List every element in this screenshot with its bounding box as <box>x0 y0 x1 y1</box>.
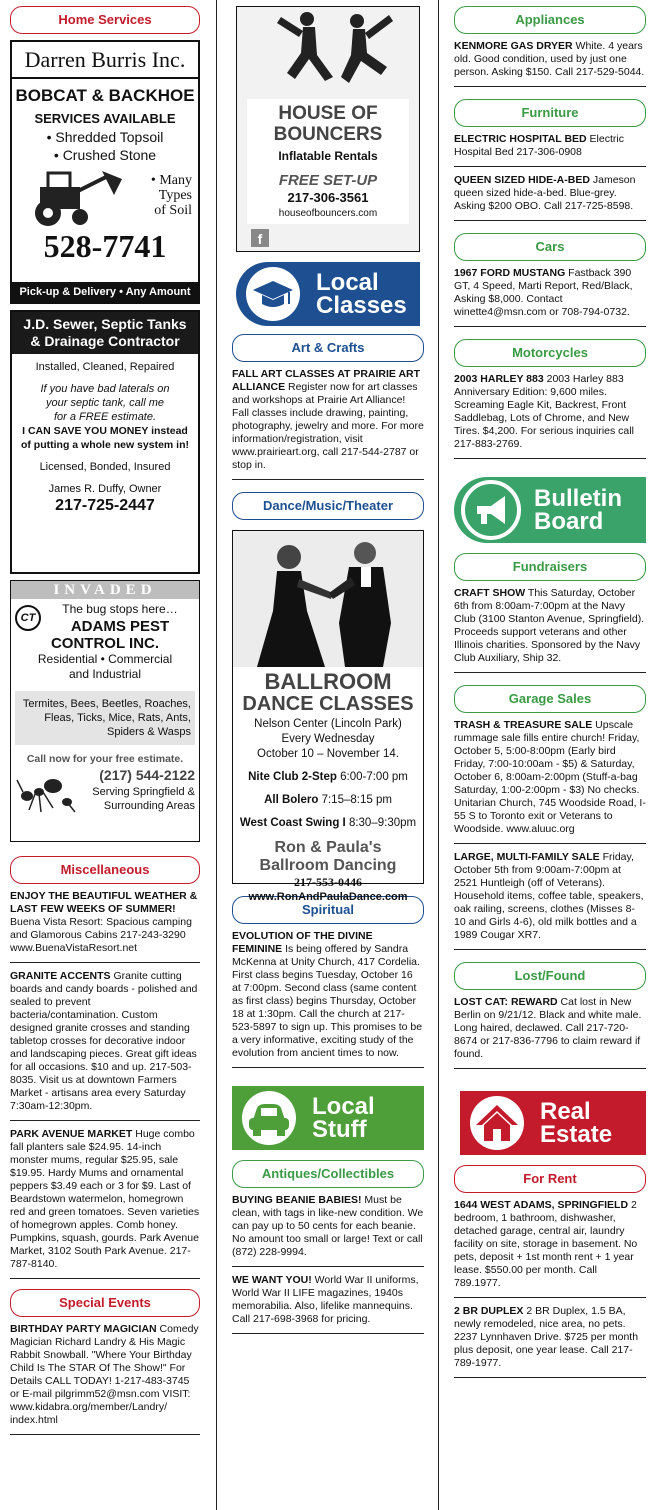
listing <box>454 996 646 1069</box>
listing <box>10 1323 200 1435</box>
car-icon <box>239 1090 299 1146</box>
sewer-line: your septic tank, call me <box>46 397 164 409</box>
column-1 <box>10 6 200 1442</box>
section-appliances: Appliances <box>454 6 646 34</box>
ballroom-brand: Ballroom Dancing <box>259 856 397 874</box>
listing <box>232 930 424 1068</box>
burris-name: Darren Burris Inc. <box>12 42 198 79</box>
listing-head: LOST CAT: REWARD <box>454 996 558 1008</box>
listing-body: Cat lost in New Berlin on 9/21/12. Black and white male. Long haired, declawed. Call 217-720-8674 or 217-836-7796 to claim reward if found. <box>454 996 642 1060</box>
listing-body: Must be clean, with tags in like-new condition. We can pay up to 50 cents for each beanie. No amount too small or large! Text or call (872) 228-9994. <box>232 1194 424 1258</box>
ballroom-title: DANCE CLASSES <box>242 693 414 715</box>
pest-sub: Residential • Commercial <box>37 651 173 666</box>
listing-head: ENJOY THE BEAUTIFUL WEATHER & LAST FEW WEEKS OF SUMMER! <box>10 890 198 915</box>
listing-body: Electric Hospital Bed 217-306-0908 <box>454 133 624 158</box>
class-time: 8:30–9:30pm <box>345 816 417 829</box>
listing-head: 2003 HARLEY 883 <box>454 373 544 385</box>
listing <box>454 1305 646 1378</box>
burris-heading: SERVICES AVAILABLE <box>34 110 176 126</box>
sewer-line: I CAN SAVE YOU MONEY instead <box>22 425 188 437</box>
pest-ad <box>10 580 200 842</box>
sewer-line: for a FREE estimate. <box>53 411 157 423</box>
banner-text: Stuff <box>312 1116 367 1143</box>
class-time: 6:00-7:00 pm <box>336 770 408 783</box>
pest-sub: and Industrial <box>68 667 142 682</box>
listing <box>454 133 646 167</box>
listing-head: LARGE, MULTI-FAMILY SALE <box>454 851 600 863</box>
section-miscellaneous: Miscellaneous <box>10 856 200 884</box>
listing <box>10 890 200 963</box>
pest-name: ADAMS PEST <box>70 617 170 635</box>
listing-body: Upscale rummage sale fills entire church! Friday, October 5, 5:00-8:00pm (Early bird Friday, 7:00-10:00am - $5) & Saturday, October 6, 8:00am-2:00pm (Stuff-a-bag Saturday, 1:00-2:00pm - $3) No checks. Unitarian Church, 745 Woodside Road, I-55 S to Toronto exit or Veterans to Woodside. www.aluuc.org <box>454 719 646 835</box>
bouncers-phone: 217-306-3561 <box>287 190 369 206</box>
sewer-title: & Drainage Contractor <box>30 333 180 349</box>
pest-serving: Serving Springfield & <box>92 785 195 798</box>
pest-name: CONTROL INC. <box>50 634 160 652</box>
listing <box>10 1128 200 1279</box>
ballroom-ad <box>232 530 424 904</box>
listing-head: 1644 WEST ADAMS, SPRINGFIELD <box>454 1199 629 1211</box>
class-name: All Bolero <box>264 793 319 806</box>
section-spiritual: Spiritual <box>232 896 424 924</box>
facebook-icon: f <box>251 229 269 247</box>
listing-head: BUYING BEANIE BABIES! <box>232 1194 362 1206</box>
section-special-events: Special Events <box>10 1289 200 1317</box>
listing-body: Fastback 390 GT, 4 Speed, Marti Report, Red/Black, Asking $8,000. Contact winette4@msn.com or 708-794-0732. <box>454 267 633 318</box>
listing-head: PARK AVENUE MARKET <box>10 1128 133 1140</box>
section-home-services: Home Services <box>10 6 200 34</box>
class-name: West Coast Swing I <box>239 816 346 829</box>
listing-head: GRANITE ACCENTS <box>10 970 111 982</box>
sewer-phone: 217-725-2447 <box>55 497 155 514</box>
dancing-couple-photo <box>233 531 423 667</box>
pest-bugs: Termites, Bees, Beetles, Roaches, Fleas, Ticks, Mice, Rats, Ants, Spiders & Wasps <box>15 691 195 745</box>
banner-text: Real <box>540 1098 591 1125</box>
listing-body: 2003 Harley 883 Anniversary Edition: 9,600 miles. Screaming Eagle Kit, Backrest, Front Saddlebag, Lots of Chrome, and New Tires. $4,200. For serious inquiries call 217-883-2769. <box>454 373 634 450</box>
listing-body: 2 BR Duplex, 1.5 BA, newly remodeled, nice area, no pets. 2237 Lynnhaven Drive. $725 per month plus deposit, one year lease. Call 217-789-1977. <box>454 1305 639 1369</box>
ballroom-title: BALLROOM <box>264 669 392 694</box>
section-antiques: Antiques/Collectibles <box>232 1160 424 1188</box>
ballroom-dates: October 10 – November 14. <box>257 747 399 760</box>
pest-phone: (217) 544-2122 <box>99 767 195 784</box>
banner-text: Classes <box>316 292 407 319</box>
ballroom-web: www.RonAndPaulaDance.com <box>248 891 408 904</box>
listing <box>232 1194 424 1267</box>
pest-call: Call now for your free estimate. <box>26 752 184 765</box>
pest-tag: The bug stops here… <box>62 602 178 616</box>
sewer-line: If you have bad laterals on <box>40 383 170 395</box>
jumping-people-icon <box>237 7 419 99</box>
listing-head: FALL ART CLASSES AT PRAIRIE ART ALLIANCE <box>232 368 421 393</box>
local-stuff-banner <box>232 1086 424 1150</box>
listing <box>232 1274 424 1334</box>
pest-logo: CT <box>15 605 41 631</box>
pest-serving: Surrounding Areas <box>103 799 195 812</box>
sewer-line: of putting a whole new system in! <box>20 439 189 451</box>
listing-body: Comedy Magician Richard Landry & His Magic Rabbit Snowball. "Where Your Birthday Child Is The STAR Of The Show!" For Details CALL TODAY! 1-217-483-3745 or E-mail pilgrimm52@msn.com VISIT: www.kidabra.org/member/Landry/ index.html <box>10 1323 199 1426</box>
listing <box>232 368 424 480</box>
listing-body: This Saturday, October 6th from 8:00am-7:00pm at the Navy Club (3100 Stanton Avenue, Springfield). Proceeds support veterans and other Illinois charities. Sponsored by the Navy Club Auxiliary, Ship 32. <box>454 587 645 664</box>
burris-soil: of Soil <box>154 203 192 219</box>
house-icon <box>468 1095 526 1151</box>
listing-body: 2 bedroom, 1 bathroom, dishwasher, detached garage, central air, laundry facility on site, storage in basement. No pets, deposit + 1st month rent + 1 year lease. $550.00 per month. Call 789.1977. <box>454 1199 638 1289</box>
banner-text: Local <box>312 1093 375 1120</box>
listing-body: Register now for art classes and workshops at Prairie Art Alliance! Fall classes include drawing, painting, photography, jewelry and more. For more information/registration, visit www.prairieart.org, call 217-544-2787 or stop in. <box>232 381 424 471</box>
burris-footer: Pick-up & Delivery • Any Amount <box>12 282 198 302</box>
megaphone-icon <box>461 480 521 540</box>
ballroom-phone: 217-553-0446 <box>294 874 362 889</box>
burris-many: • Many <box>150 173 192 189</box>
listing-head: EVOLUTION OF THE DIVINE FEMININE <box>232 930 373 955</box>
ballroom-loc: Nelson Center (Lincoln Park) <box>254 718 402 730</box>
listing-body: White. 4 years old. Good condition, used by just one person. Asking $150. Call 217-529-5044. <box>454 40 645 78</box>
section-dance-music-theater: Dance/Music/Theater <box>232 492 424 520</box>
listing-head: BIRTHDAY PARTY MAGICIAN <box>10 1323 157 1335</box>
listing-body: Buena Vista Resort: Spacious camping and Glamorous Cabins 217-243-3290 www.BuenaVistaResort.net <box>10 916 192 954</box>
burris-types: Types <box>158 188 192 204</box>
banner-text: Local <box>316 269 379 296</box>
listing-head: ELECTRIC HOSPITAL BED <box>454 133 587 145</box>
listing-head: 2 BR DUPLEX <box>454 1305 524 1317</box>
ant-icon <box>15 766 79 816</box>
local-classes-banner <box>236 262 420 326</box>
sewer-owner: James R. Duffy, Owner <box>48 483 162 495</box>
listing-body: Jameson queen sized hide-a-bed. Blue-grey. Asking $200 OBO. Call 217-725-8598. <box>454 174 636 212</box>
sewer-title: J.D. Sewer, Septic Tanks <box>23 316 187 332</box>
listing <box>10 970 200 1121</box>
bouncers-sub: Inflatable Rentals <box>278 149 378 163</box>
listing-head: WE WANT YOU! <box>232 1274 312 1286</box>
real-estate-banner <box>460 1091 646 1155</box>
section-cars: Cars <box>454 233 646 261</box>
listing-head: QUEEN SIZED HIDE-A-BED <box>454 174 590 186</box>
burris-phone: 528-7741 <box>43 227 167 264</box>
listing-head: 1967 FORD MUSTANG <box>454 267 566 279</box>
listing-body: Friday, October 5th from 9:00am-7:00pm at 2521 Huntleigh (off of Veterans). Household items, coffee table, speakers, oak railing, screens, clothes (Misses 8-10 and Girls 4-6), old milk bottles and a 1989 Cougar XR7. <box>454 851 644 941</box>
listing <box>454 267 646 327</box>
listing <box>454 851 646 950</box>
bouncers-name: HOUSE OF <box>278 103 378 124</box>
section-fundraisers: Fundraisers <box>454 553 646 581</box>
class-name: Nite Club 2-Step <box>248 770 337 783</box>
listing-body: Granite cutting boards and candy boards - polished and sealed to prevent bacteria/contamination. Custom designed granite crosses and standing tabletop crosses for decorative indoor and landscaping pieces. Great gift ideas for all occasions. $10 and up. 217-503-8035. Visit us at downtown Farmers Market - artisans area every Saturday 7:30am-12:30pm. <box>10 970 198 1112</box>
listing-head: CRAFT SHOW <box>454 587 526 599</box>
banner-text: Estate <box>540 1121 613 1148</box>
listing-body: Is being offered by Sandra McKenna at Unity Church, 417 Cordelia. First class begins Tuesday, October 16 at 7:00pm. Second class (same content as first class) begins Thursday, October 18 at 1:30pm. Call the church at 217-523-5897 to sign up. This promises to be a very informative, exciting study of the evolution from ancient times to now. <box>232 943 423 1059</box>
bouncers-ad <box>236 6 420 252</box>
ballroom-every: Every Wednesday <box>281 732 375 745</box>
bulletin-board-banner <box>454 477 646 543</box>
section-furniture: Furniture <box>454 99 646 127</box>
banner-text: Board <box>534 508 604 535</box>
sewer-line: Installed, Cleaned, Repaired <box>35 361 175 373</box>
burris-service: BOBCAT & BACKHOE <box>15 85 195 105</box>
section-art-crafts: Art & Crafts <box>232 334 424 362</box>
bouncers-web: houseofbouncers.com <box>278 207 378 219</box>
section-lost-found: Lost/Found <box>454 962 646 990</box>
burris-item: • Shredded Topsoil <box>46 128 164 145</box>
section-garage-sales: Garage Sales <box>454 685 646 713</box>
column-2 <box>232 6 424 1341</box>
banner-text: Bulletin <box>534 485 622 512</box>
sewer-ad <box>10 310 200 574</box>
burris-item: • Crushed Stone <box>53 146 157 163</box>
graduation-cap-icon <box>245 266 301 322</box>
section-for-rent: For Rent <box>454 1165 646 1193</box>
section-motorcycles: Motorcycles <box>454 339 646 367</box>
column-3 <box>454 6 646 1385</box>
listing <box>454 373 646 459</box>
class-time: 7:15–8:15 pm <box>318 793 392 806</box>
tractor-icon <box>18 165 126 227</box>
listing-body: Huge combo fall planters sale $24.95. 14-inch monster mums, regular $25.95, sale $19.95. Hardy Mums and ornamental peppers $3.49 each or 3 for $9. Last of Beardstown watermelon, homegrown red and green tomatoes. Seven varieties of homegrown apples. Comb honey. Pumpkins, squash, gourds. Park Avenue Market, 3102 South Park Avenue. 217-787-8140. <box>10 1128 200 1270</box>
listing <box>454 1199 646 1298</box>
listing <box>454 587 646 673</box>
bouncers-name: BOUNCERS <box>273 124 383 145</box>
ballroom-brand: Ron & Paula's <box>274 838 382 856</box>
sewer-line: Licensed, Bonded, Insured <box>39 461 171 473</box>
listing-body: World War II uniforms, World War II LIFE magazines, 1940s memorabilia. Also, lifelike mannequins. Call 217-698-3968 for pricing. <box>232 1274 419 1325</box>
pest-invaded: INVADED <box>11 581 199 599</box>
listing <box>454 40 646 87</box>
bouncers-free: FREE SET-UP <box>278 171 378 189</box>
listing-head: TRASH & TREASURE SALE <box>454 719 593 731</box>
listing <box>454 719 646 844</box>
listing-head: KENMORE GAS DRYER <box>454 40 573 52</box>
listing <box>454 174 646 221</box>
burris-ad <box>10 40 200 304</box>
